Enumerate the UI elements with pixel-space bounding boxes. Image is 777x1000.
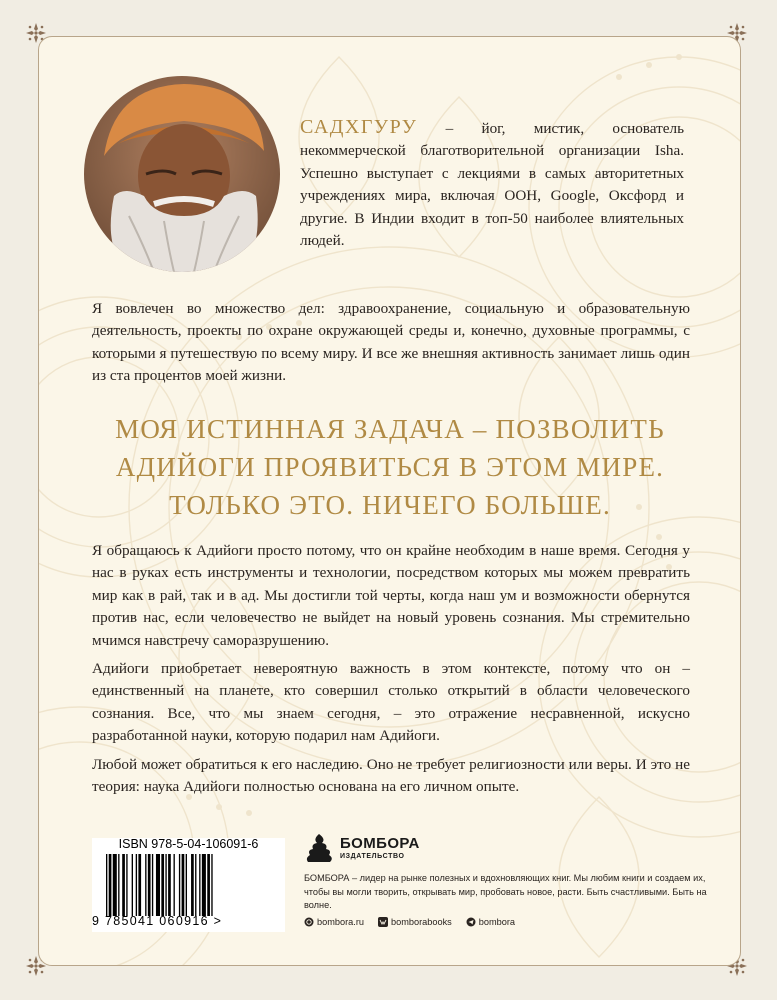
- barcode-digits: 9 785041 060916 >: [92, 914, 223, 928]
- publisher-subtitle: ИЗДАТЕЛЬСТВО: [340, 853, 405, 860]
- isbn-barcode-block: [92, 838, 285, 932]
- globe-icon: [304, 917, 314, 927]
- isbn-label: ISBN 978-5-04-106091-6: [118, 837, 259, 851]
- publisher-name: БОМБОРА: [340, 835, 420, 852]
- social-link-site[interactable]: [304, 917, 364, 927]
- social-link-telegram[interactable]: [466, 917, 515, 927]
- publisher-description: БОМБОРА – лидер на рынке полезных и вдохновляющих книг. Мы любим книги и создаем их, чтобы вы могли творить, открывать мир, пробовать новое, расти. Быть счастливыми. Быть на волне.: [304, 873, 707, 910]
- publisher-socials: [304, 917, 515, 927]
- body-paragraph-1: Я вовлечен во множество дел: здравоохранение, социальную и образовательную деятельность, проекты по охране окружающей среды и, конечно, духовные программы, с которыми я путешествую по всему миру. И все же внешняя активность занимает лишь один из ста процентов моей жизни.: [92, 300, 690, 385]
- publisher-logo: [304, 832, 484, 866]
- body-paragraph-3: Адийоги приобретает невероятную важность в этом контексте, потому что он – единственный на планете, кто совершил столько открытий в области человеческого сознания. Все, что мы знаем сегодня, – это отражение несравненной, искусно разработанной науки, которую подарил нам Адийоги.: [92, 660, 690, 745]
- social-label: bomborabooks: [390, 917, 452, 927]
- pull-quote-line-3: ТОЛЬКО ЭТО. НИЧЕГО БОЛЬШЕ.: [169, 490, 611, 520]
- author-name: САДХГУРУ: [300, 116, 418, 138]
- author-bio-text: – йог, мистик, основатель некоммерческой благотворительной организации Isha. Успешно выступает с лекциями в самых авторитетных учреждениях мира, включая ООН, Google, Оксфорд и другие. В Индии входит в топ-50 наиболее влиятельных людей.: [300, 120, 684, 250]
- vk-icon: [378, 917, 388, 927]
- barcode-icon: [106, 854, 280, 916]
- publisher-wave-icon: [304, 832, 334, 866]
- author-portrait: [84, 76, 280, 272]
- body-paragraph-2: Я обращаюсь к Адийоги просто потому, что он крайне необходим в наше время. Сегодня у нас в руках есть инструменты и технологии, посредством которых мы можем превратить мир как в рай, так и в ад. Мы достигли той черты, когда наш ум и возможности обернутся против нас, если человечество не выйдет на новый уровень сознания. Мы стремительно мчимся навстречу саморазрушению.: [92, 542, 690, 649]
- social-label: bombora: [478, 917, 516, 927]
- pull-quote: [70, 410, 710, 524]
- social-link-vk[interactable]: [378, 917, 452, 927]
- pull-quote-line-2: АДИЙОГИ ПРОЯВИТЬСЯ В ЭТОМ МИРЕ.: [115, 452, 665, 482]
- telegram-icon: [466, 917, 476, 927]
- body-paragraph-4: Любой может обратиться к его наследию. Оно не требует религиозности или веры. И это не теория: наука Адийоги полностью основана на его личном опыте.: [92, 756, 690, 796]
- author-bio: [300, 116, 684, 252]
- pull-quote-line-1: МОЯ ИСТИННАЯ ЗАДАЧА – ПОЗВОЛИТЬ: [115, 414, 665, 444]
- social-label: bombora.ru: [317, 917, 364, 927]
